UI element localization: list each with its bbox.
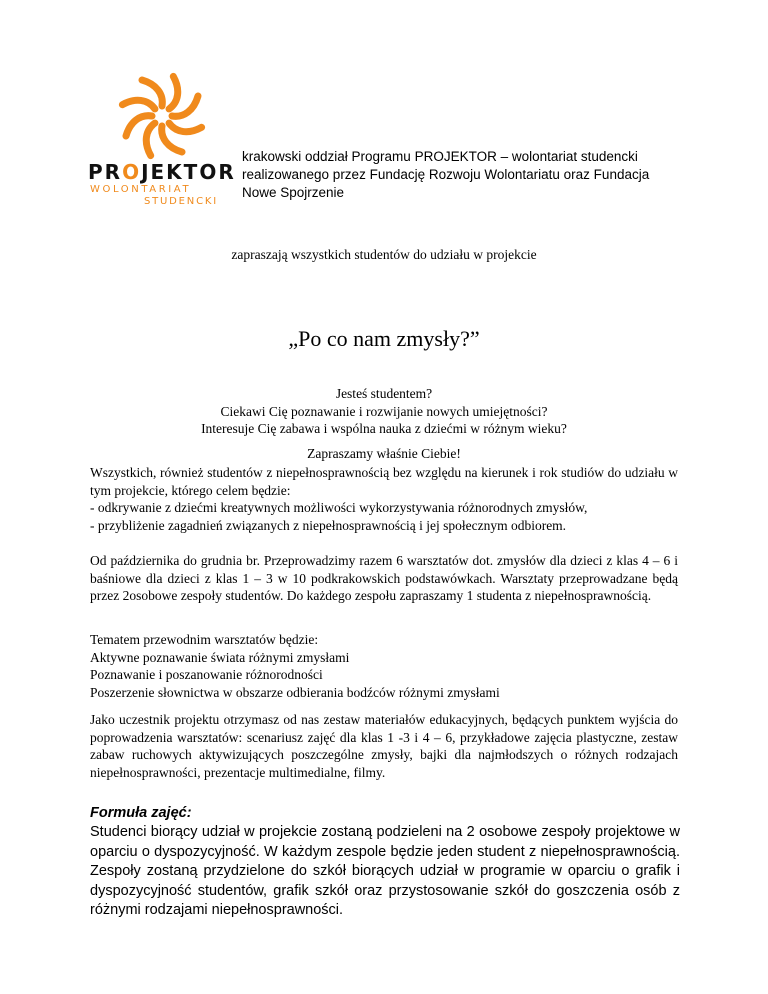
invite-heading: Zapraszamy właśnie Ciebie! — [307, 446, 461, 461]
logo-wordmark: PROJEKTOR — [88, 160, 236, 184]
formula-heading: Formuła zajęć: — [90, 805, 192, 821]
goal-item: - odkrywanie z dziećmi kreatywnych możliwości wykorzystywania różnorodnych zmysłów, — [90, 500, 588, 515]
organizer-text: krakowski oddział Programu PROJEKTOR – wolontariat studencki realizowanego przez Fundację Rozwoju Wolontariatu oraz Fundacja Nowe Spojrzenie — [242, 149, 650, 200]
sun-spiral-icon — [88, 72, 236, 162]
invite-paragraph — [90, 464, 678, 534]
question-line: Jesteś studentem? — [335, 386, 433, 401]
topics-intro: Tematem przewodnim warsztatów będzie: — [90, 632, 319, 647]
topic-item: Aktywne poznawanie świata różnymi zmysłami — [90, 649, 350, 665]
materials-paragraph: Jako uczestnik projektu otrzymasz od nas zestaw materiałów edukacyjnych, będących punktem wyjścia do poprowadzenia warsztatów: scenariusz zajęć dla klas 1 -3 i 4 – 6, przykładowe zajęcia plastyczne, zestaw zabaw ruchowych aktywizujących poszczególne zmysły, bajki dla najmłodszych o różnych rodzajach niepełnosprawności, prezentacje multimedialne, filmy. — [90, 712, 678, 780]
topic-item: Poszerzenie słownictwa w obszarze odbierania bodźców różnymi zmysłami — [90, 684, 500, 700]
questions — [0, 385, 768, 438]
question-line: Interesuje Cię zabawa i wspólna nauka z dziećmi w różnym wieku? — [201, 421, 567, 436]
logo-subtitle-2: STUDENCKI — [144, 196, 218, 207]
projektor-logo — [88, 72, 236, 212]
invite-text: Wszystkich, również studentów z niepełnosprawnością bez względu na kierunek i rok studiów do udziału w tym projekcie, którego celem będzie: — [90, 465, 678, 498]
goal-item: - przybliżenie zagadnień związanych z niepełnosprawnością i jej społecznym odbiorem. — [90, 517, 567, 533]
formula-paragraph: Studenci biorący udział w projekcie zostaną podzieleni na 2 osobowe zespoły projektowe w oparciu o dyspozycyjność. W każdym zespole będzie jeden student z niepełnosprawnością. Zespoły zostaną przydzielone do szkół biorących udział w programie w oparciu o grafik i dyspozycyjność studentów, grafik szkół oraz przystosowanie szkół do goszczenia osób z różnymi rodzajami niepełnosprawności. — [90, 824, 680, 918]
topics-section — [90, 631, 678, 701]
project-title: „Po co nam zmysły?” — [288, 326, 480, 351]
schedule-paragraph: Od października do grudnia br. Przeprowadzimy razem 6 warsztatów dot. zmysłów dla dzieci z klas 4 – 6 i baśniowe dla dzieci z klas 1 – 3 w 10 podkrakowskich podstawówkach. Warsztaty przeprowadzane będą przez 2osobowe zespoły studentów. Do każdego zespołu zapraszamy 1 studenta z niepełnosprawnością. — [90, 553, 678, 603]
question-line: Ciekawi Cię poznawanie i rozwijanie nowych umiejętności? — [220, 403, 548, 419]
intro-text: zapraszają wszystkich studentów do udziału w projekcie — [231, 247, 537, 262]
logo-subtitle-1: WOLONTARIAT — [90, 184, 192, 195]
topic-item: Poznawanie i poszanowanie różnorodności — [90, 667, 323, 682]
